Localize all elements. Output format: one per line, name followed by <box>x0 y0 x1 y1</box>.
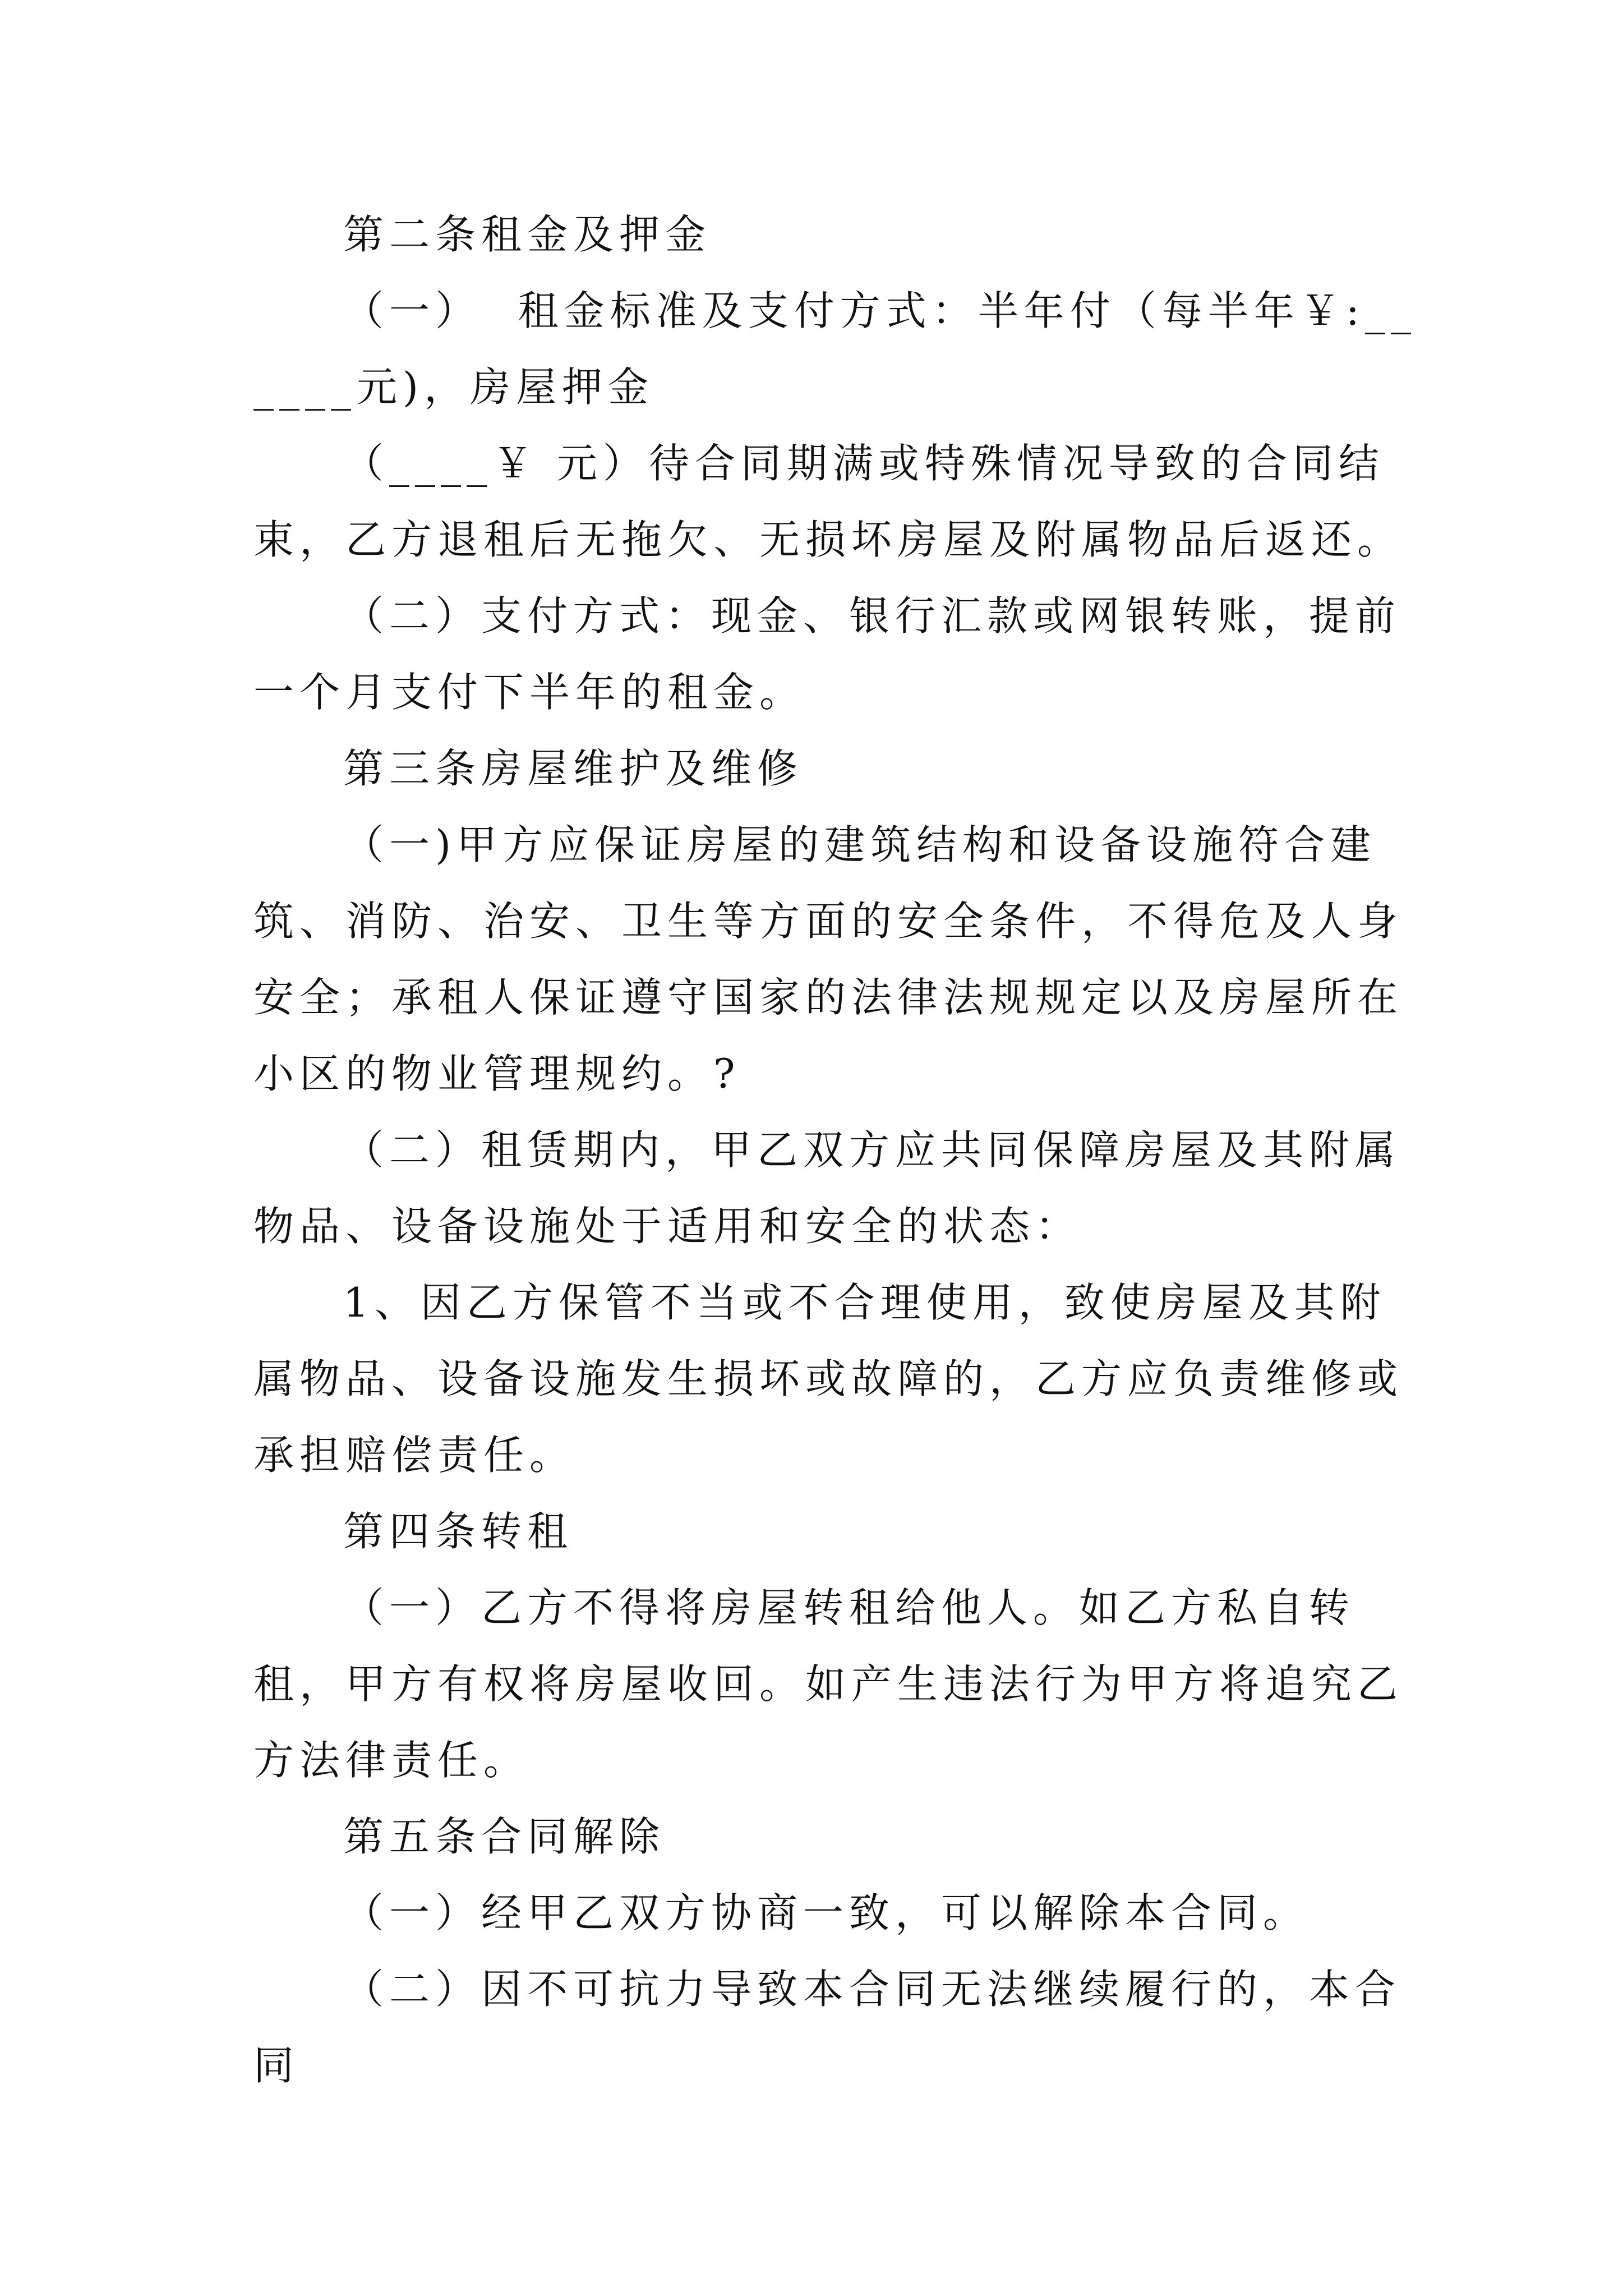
article-3-clause-2: （二）租赁期内，甲乙双方应共同保障房屋及其附属物品、设备设施处于适用和安全的状态： <box>253 1126 1401 1250</box>
article-2-clause-1-deposit: （____￥ 元）待合同期满或特殊情况导致的合同结束，乙方退租后无拖欠、无损坏房屋及附属物品后返还。 <box>253 440 1404 563</box>
article-3-clause-1: （一)甲方应保证房屋的建筑结构和设备设施符合建筑、消防、治安、卫生等方面的安全条件，不得危及人身安全；承租人保证遵守国家的法律法规规定以及房屋所在小区的物业管理规约。? <box>253 821 1404 1097</box>
article-5-clause-2: （二）因不可抗力导致本合同无法继续履行的，本合同 <box>253 1966 1401 2089</box>
article-3-heading: 第三条房屋维护及维修 <box>343 745 804 792</box>
document-body <box>253 196 1431 2104</box>
article-2-clause-2: （二）支付方式：现金、银行汇款或网银转账，提前一个月支付下半年的租金。 <box>253 592 1401 716</box>
article-5-clause-1: （一）经甲乙双方协商一致，可以解除本合同。 <box>343 1889 1310 1936</box>
article-2-clause-1: （一） 租金标准及支付方式：半年付（每半年￥:______元)，房屋押金 <box>253 287 1417 411</box>
article-4-clause-1: （一）乙方不得将房屋转租给他人。如乙方私自转租，甲方有权将房屋收回。如产生违法行为甲方将追究乙方法律责任。 <box>253 1584 1404 1784</box>
article-5-heading: 第五条合同解除 <box>343 1813 666 1860</box>
article-3-clause-2-item-1: 1、因乙方保管不当或不合理使用，致使房屋及其附属物品、设备设施发生损坏或故障的，乙方应负责维修或承担赔偿责任。 <box>253 1279 1404 1479</box>
article-2-heading: 第二条租金及押金 <box>343 211 712 258</box>
article-4-heading: 第四条转租 <box>343 1508 574 1555</box>
